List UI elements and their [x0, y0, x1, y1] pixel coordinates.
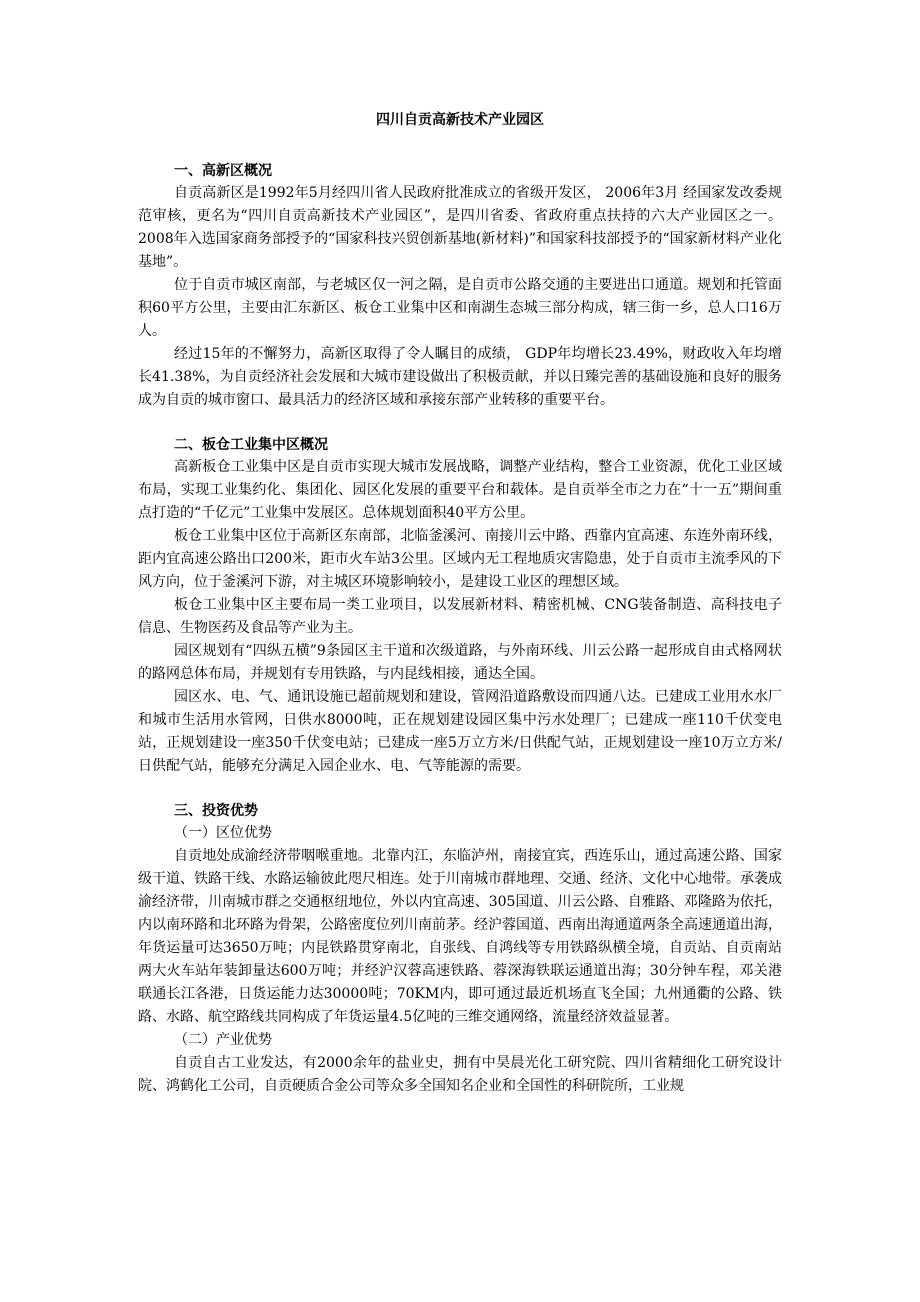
section-spacer — [138, 778, 782, 800]
paragraph: 位于自贡市城区南部，与老城区仅一河之隔，是自贡市公路交通的主要进出口通道。规划和托管面积60平方公里，主要由汇东新区、板仓工业集中区和南湖生态城三部分构成，辖三街一乡，总人口16万人。 — [138, 277, 782, 339]
section-spacer — [138, 412, 782, 434]
document-title: 四川自贡高新技术产业园区 — [376, 112, 544, 128]
paragraph: 自贡高新区是1992年5月经四川省人民政府批准成立的省级开发区， 2006年3月 经国家发改委规范审核，更名为“四川自贡高新技术产业园区”，是四川省委、省政府重点扶持的六大产业园区之一。2008年入选国家商务部授予的“国家科技兴贸创新基地(新材料)”和国家科技部授予的“国家新材料产业化基地”。 — [138, 185, 782, 270]
section-investment — [138, 800, 782, 1098]
section-heading: 三、投资优势 — [174, 803, 258, 819]
paragraph: 园区水、电、气、通讯设施已超前规划和建设，管网沿道路敷设而四通八达。已建成工业用水水厂和城市生活用水管网，日供水8000吨，正在规划建设园区集中污水处理厂；已建成一座110千伏变电站，正规划建设一座350千伏变电站；已建成一座5万立方米/日供配气站，正规划建设一座10万立方米/日供配气站，能够充分满足入园企业水、电、气等能源的需要。 — [138, 689, 782, 774]
paragraph: 园区规划有“四纵五横”9条园区主干道和次级道路，与外南环线、川云公路一起形成自由式格网状的路网总体布局，并规划有专用铁路，与内昆线相接，通达全国。 — [138, 643, 782, 682]
subsection-heading: （二）产业优势 — [174, 1032, 272, 1048]
paragraph: 经过15年的不懈努力，高新区取得了令人瞩目的成绩， GDP年均增长23.49%，财政收入年均增长41.38%，为自贡经济社会发展和大城市建设做出了积极贡献，并以日臻完善的基础设施和良好的服务成为自贡的城市窗口、最具活力的经济区域和承接东部产业转移的重要平台。 — [138, 346, 782, 408]
paragraph: 板仓工业集中区位于高新区东南部，北临釜溪河、南接川云中路、西靠内宜高速、东连外南环线，距内宜高速公路出口200米，距市火车站3公里。区域内无工程地质灾害隐患，处于自贡市主流季风的下风方向，位于釜溪河下游，对主城区环境影响较小，是建设工业区的理想区域。 — [138, 528, 782, 590]
section-overview — [138, 160, 782, 412]
section-heading: 二、板仓工业集中区概况 — [174, 437, 328, 453]
paragraph: 板仓工业集中区主要布局一类工业项目，以发展新材料、精密机械、CNG装备制造、高科技电子信息、生物医药及食品等产业为主。 — [138, 597, 782, 636]
section-heading: 一、高新区概况 — [174, 163, 272, 179]
paragraph: 高新板仓工业集中区是自贡市实现大城市发展战略，调整产业结构，整合工业资源，优化工业区域布局，实现工业集约化、集团化、园区化发展的重要平台和载体。是自贡举全市之力在“十一五”期间重点打造的“千亿元”工业集中发展区。总体规划面积40平方公里。 — [138, 459, 782, 521]
subsection-heading: （一）区位优势 — [174, 825, 272, 841]
document-page — [138, 110, 782, 1098]
section-industrial-zone — [138, 434, 782, 778]
paragraph: 自贡地处成渝经济带咽喉重地。北靠内江，东临泸州，南接宜宾，西连乐山，通过高速公路、国家级干道、铁路干线、水路运输彼此咫尺相连。处于川南城市群地理、交通、经济、文化中心地带。承袭成渝经济带，川南城市群之交通枢纽地位，外以内宜高速、305国道、川云公路、自雅路、邓隆路为依托，内以南环路和北环路为骨架，公路密度位列川南前茅。经沪蓉国道、西南出海通道两条全高速通道出海，年货运量可达3650万吨；内昆铁路贯穿南北，自张线、自鸿线等专用铁路纵横全境，自贡站、自贡南站两大火车站年装卸量达600万吨；并经沪汉蓉高速铁路、蓉深海铁联运通道出海；30分钟车程，邓关港联通长江各港，日货运能力达30000吨；70KM内，即可通过最近机场直飞全国；九州通衢的公路、铁路、水路、航空路线共同构成了年货运量4.5亿吨的三维交通网络，流量经济效益显著。 — [138, 848, 782, 1025]
paragraph: 自贡自古工业发达，有2000余年的盐业史，拥有中昊晨光化工研究院、四川省精细化工研究设计院、鸿鹤化工公司，自贡硬质合金公司等众多全国知名企业和全国性的科研院所，工业规 — [138, 1055, 782, 1094]
